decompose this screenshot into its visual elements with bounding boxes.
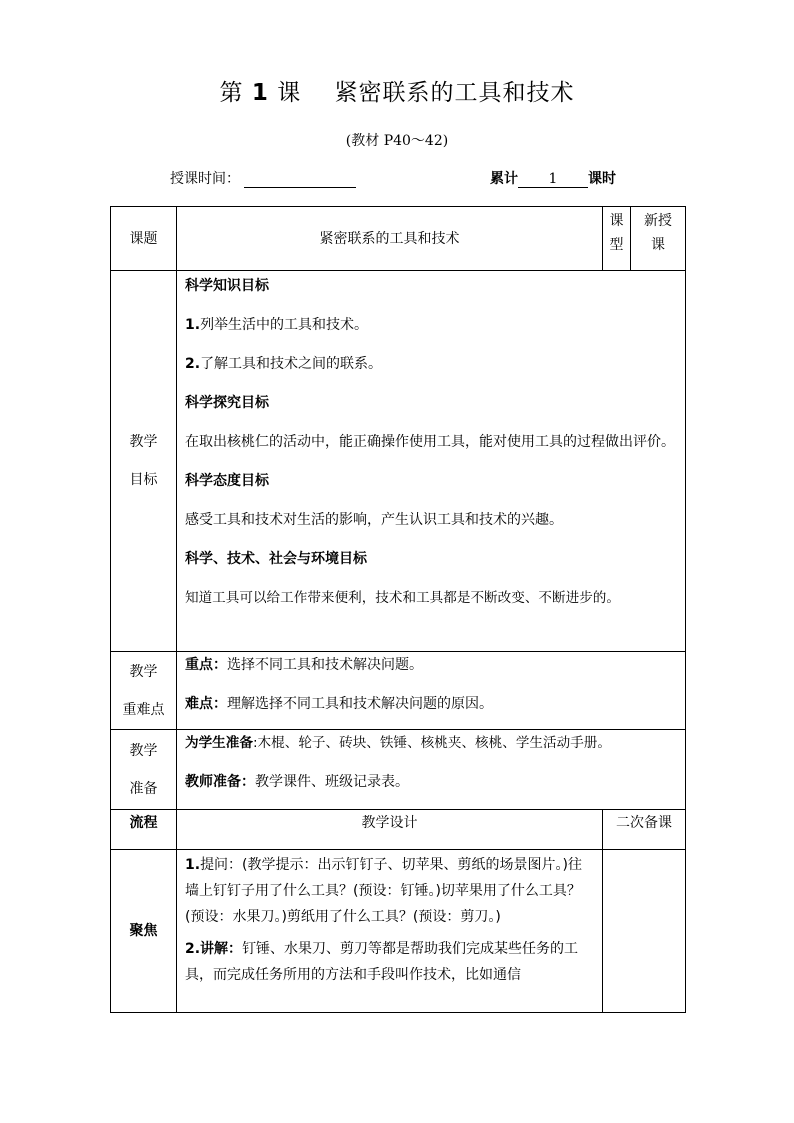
cumulative-hours [490, 168, 616, 188]
cumulative-value: 1 [518, 171, 588, 188]
row-goals [111, 271, 686, 652]
type-label: 课 型 [603, 207, 631, 271]
student-preparation: 为学生准备:木棍、轮子、砖块、铁锤、核桃夹、核桃、学生活动手册。 [185, 735, 611, 751]
goals-label: 教学 目标 [111, 271, 177, 652]
title-lesson-number: 1 [251, 80, 269, 106]
teaching-time-blank[interactable] [244, 171, 356, 188]
row-focus [111, 850, 686, 1013]
textbook-reference: (教材 P40～42) [345, 133, 449, 149]
flow-label: 流程 [111, 810, 177, 850]
goal-item-attitude: 感受工具和技术对生活的影响，产生认识工具和技术的兴趣。 [185, 512, 563, 528]
teacher-preparation: 教师准备：教学课件、班级记录表。 [185, 774, 409, 790]
key-points-content [177, 652, 686, 730]
focus-second-prep[interactable] [603, 850, 686, 1013]
goal-heading-society: 科学、技术、社会与环境目标 [185, 551, 367, 567]
key-points-label: 教学 重难点 [111, 652, 177, 730]
goal-heading-knowledge: 科学知识目标 [185, 278, 269, 294]
goal-item-inquiry: 在取出核桃仁的活动中，能正确操作使用工具，能对使用工具的过程做出评价。 [185, 434, 675, 450]
preparation-content [177, 730, 686, 810]
goal-item-2: 2.了解工具和技术之间的联系。 [185, 356, 383, 372]
topic-value: 紧密联系的工具和技术 [177, 207, 603, 271]
row-key-points [111, 652, 686, 730]
type-value: 新授 课 [631, 207, 686, 271]
title-text: 紧密联系的工具和技术 [334, 80, 575, 106]
cumulative-label: 累计 [490, 171, 518, 187]
preparation-label: 教学 准备 [111, 730, 177, 810]
goal-item-society: 知道工具可以给工作带来便利，技术和工具都是不断改变、不断进步的。 [185, 590, 620, 606]
goal-heading-attitude: 科学态度目标 [185, 473, 269, 489]
focus-question: 1.提问：(教学提示：出示钉钉子、切苹果、剪纸的场景图片。)往墙上钉钉子用了什么工具？(预设：钉锤。)切苹果用了什么工具？(预设：水果刀。)剪纸用了什么工具？(预设：剪刀。) [185, 857, 582, 925]
row-preparation [111, 730, 686, 810]
teaching-time [170, 168, 356, 188]
row-flow-header [111, 810, 686, 850]
design-label: 教学设计 [177, 810, 603, 850]
title-lesson-unit: 课 [277, 80, 302, 106]
key-point: 重点：选择不同工具和技术解决问题。 [185, 657, 423, 673]
second-prep-label: 二次备课 [603, 810, 686, 850]
focus-content [177, 850, 603, 1013]
cumulative-unit: 课时 [588, 171, 616, 187]
difficult-point: 难点：理解选择不同工具和技术解决问题的原因。 [185, 696, 493, 712]
teaching-time-label: 授课时间： [170, 171, 240, 187]
focus-label: 聚焦 [111, 850, 177, 1013]
title-lesson: 第 [219, 80, 244, 106]
goal-item-1: 1.列举生活中的工具和技术。 [185, 317, 369, 333]
goals-content [177, 271, 686, 652]
row-topic [111, 207, 686, 271]
lesson-plan-table [110, 206, 686, 1013]
page-title [0, 74, 794, 107]
goal-heading-inquiry: 科学探究目标 [185, 395, 269, 411]
topic-label: 课题 [111, 207, 177, 271]
focus-explanation: 2.讲解：钉锤、水果刀、剪刀等都是帮助我们完成某些任务的工具，而完成任务所用的方法和手段叫作技术，比如通信 [185, 941, 579, 983]
